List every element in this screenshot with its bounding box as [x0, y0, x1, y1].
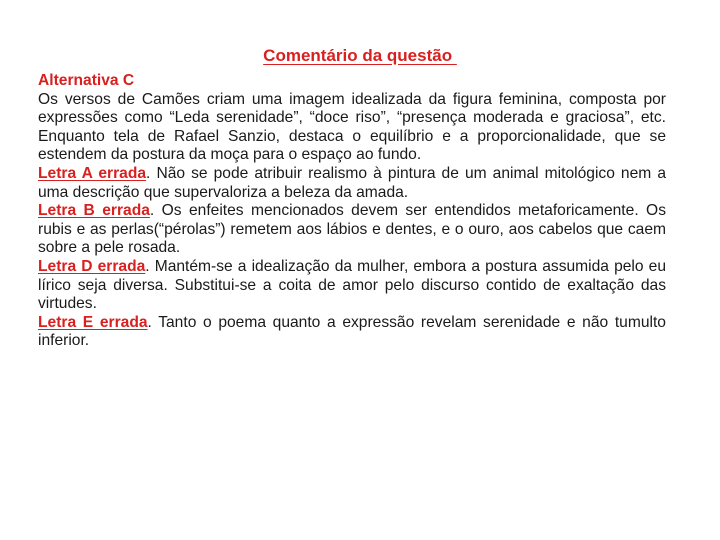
letra-d-text: . Mantém-se a idealização da mulher, embora a postura assumida pelo eu lírico seja diversa. Substitui-se a coita de amor pelo discurso contido de exaltação das virtudes. — [38, 257, 666, 313]
letra-b-text: . Os enfeites mencionados devem ser entendidos metaforicamente. Os rubis e as perlas(“pérolas”) remetem aos lábios e dentes, e o ouro, aos cabelos que caem sobre a pele rosada. — [38, 202, 666, 257]
page-title: Comentário da questão — [263, 46, 457, 65]
letra-d-label: Letra D errada — [38, 257, 146, 275]
letra-a-paragraph — [38, 165, 666, 202]
letra-e-text: . Tanto o poema quanto a expressão revelam serenidade e não tumulto inferior. — [38, 313, 666, 350]
answer-heading: Alternativa C — [38, 72, 135, 89]
letra-d-paragraph — [38, 258, 666, 314]
letra-e-label: Letra E errada — [38, 313, 148, 331]
intro-paragraph: Os versos de Camões criam uma imagem idealizada da figura feminina, composta por expressões como “Leda serenidade”, “doce riso”, “presença moderada e graciosa”, etc. Enquanto tela de Rafael Sanzio, destaca o equilíbrio e a proporcionalidade, que se estendem da postura da moça para o espaço ao fundo. — [38, 90, 666, 164]
letra-e-paragraph — [38, 314, 666, 351]
letra-a-text: . Não se pode atribuir realismo à pintura de um animal mitológico nem a uma descrição que supervaloriza a beleza da amada. — [38, 164, 667, 201]
letra-a-label: Letra A errada — [38, 164, 147, 182]
commentary-body — [38, 72, 666, 351]
letra-b-paragraph — [38, 202, 666, 258]
letra-b-label: Letra B errada — [38, 202, 150, 220]
